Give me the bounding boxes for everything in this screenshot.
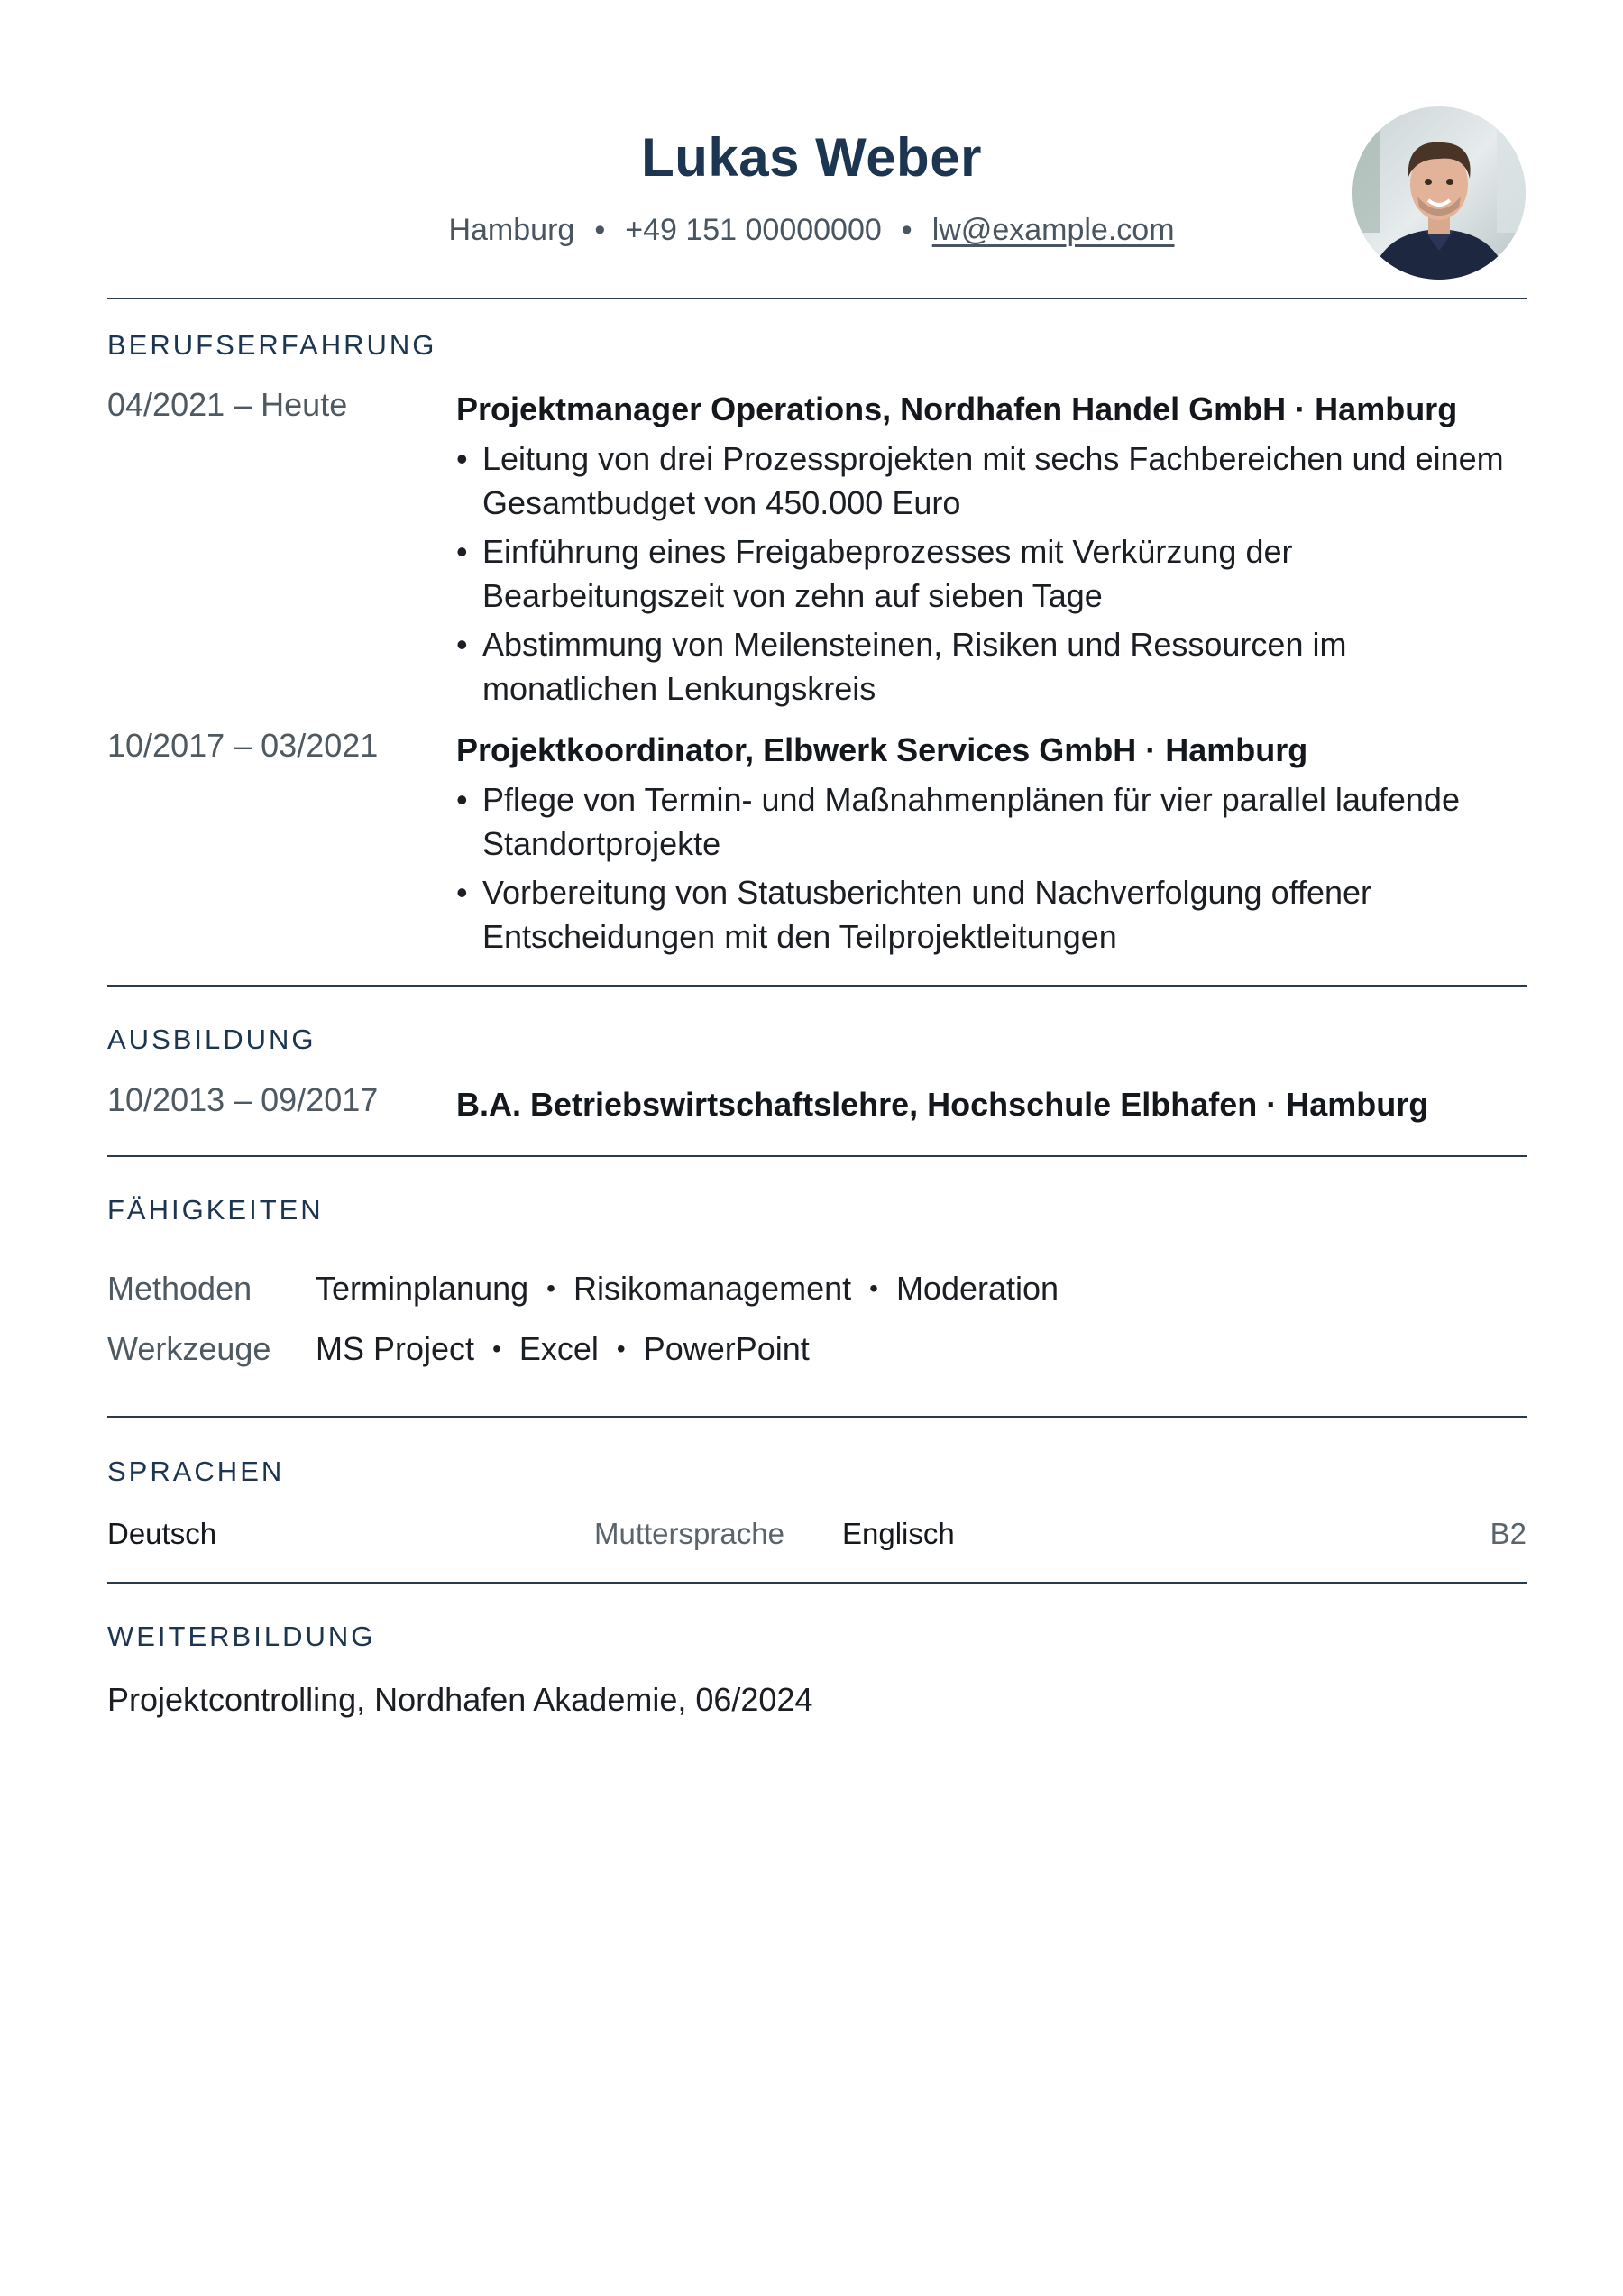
candidate-name: Lukas Weber [641,127,982,188]
skill-separator: • [616,1335,626,1363]
divider [107,298,1527,299]
experience-date: 10/2017 – 03/2021 [107,727,379,764]
list-item: • Abstimmung von Meilensteinen, Risiken und Ressourcen im monatlichen Lenkungskreis [456,622,1520,711]
experience-bullets [456,436,1520,715]
contact-city: Hamburg [448,213,575,247]
experience-title: Projektmanager Operations, Nordhafen Handel GmbH · Hamburg [456,390,1458,427]
skill-separator: • [869,1274,878,1302]
language-name: Deutsch [107,1517,217,1550]
experience-date: 04/2021 – Heute [107,386,348,423]
skill-item: PowerPoint [643,1330,810,1367]
language-level: B2 [1490,1517,1527,1550]
contact-email-link[interactable]: lw@example.com [931,213,1175,247]
contact-phone: +49 151 00000000 [625,213,882,247]
experience-bullets [456,777,1520,963]
divider [107,1416,1527,1418]
section-title-skills: FÄHIGKEITEN [107,1194,324,1226]
divider [107,1155,1527,1157]
skill-item: Excel [518,1330,599,1367]
experience-title: Projektkoordinator, Elbwerk Services GmbH · Hamburg [456,731,1308,768]
language-name: Englisch [842,1517,955,1550]
skill-label: Werkzeuge [107,1330,271,1367]
skill-item: MS Project [316,1330,475,1367]
divider [107,985,1527,987]
skill-item: Moderation [895,1270,1059,1307]
skill-separator: • [546,1274,555,1302]
section-title-education: AUSBILDUNG [107,1024,316,1055]
list-item: • Pflege von Termin- und Maßnahmenplänen für vier parallel laufende Standortprojekte [456,777,1520,866]
education-date: 10/2013 – 09/2017 [107,1081,379,1118]
contact-separator: • [901,213,912,247]
skill-item: Terminplanung [316,1270,529,1307]
skill-separator: • [492,1335,501,1363]
skill-values [316,1270,1059,1308]
divider [107,1582,1527,1584]
training-entry: Projektcontrolling, Nordhafen Akademie, 06/2024 [107,1681,813,1718]
profile-photo [1352,106,1526,280]
skill-values [316,1330,810,1368]
section-title-experience: BERUFSERFAHRUNG [107,329,437,361]
skill-item: Risikomanagement [573,1270,852,1307]
language-level: Muttersprache [594,1517,784,1550]
skill-label: Methoden [107,1270,252,1307]
section-title-languages: SPRACHEN [107,1456,285,1487]
contact-separator: • [594,213,606,247]
list-item: • Vorbereitung von Statusberichten und Nachverfolgung offener Entscheidungen mit den Teilprojektleitungen [456,870,1520,959]
section-title-training: WEITERBILDUNG [107,1621,376,1652]
list-item: • Leitung von drei Prozessprojekten mit sechs Fachbereichen und einem Gesamtbudget von 450.000 Euro [456,436,1520,525]
education-title: B.A. Betriebswirtschaftslehre, Hochschule Elbhafen · Hamburg [456,1086,1429,1123]
list-item: • Einführung eines Freigabeprozesses mit Verkürzung der Bearbeitungszeit von zehn auf sieben Tage [456,529,1520,618]
